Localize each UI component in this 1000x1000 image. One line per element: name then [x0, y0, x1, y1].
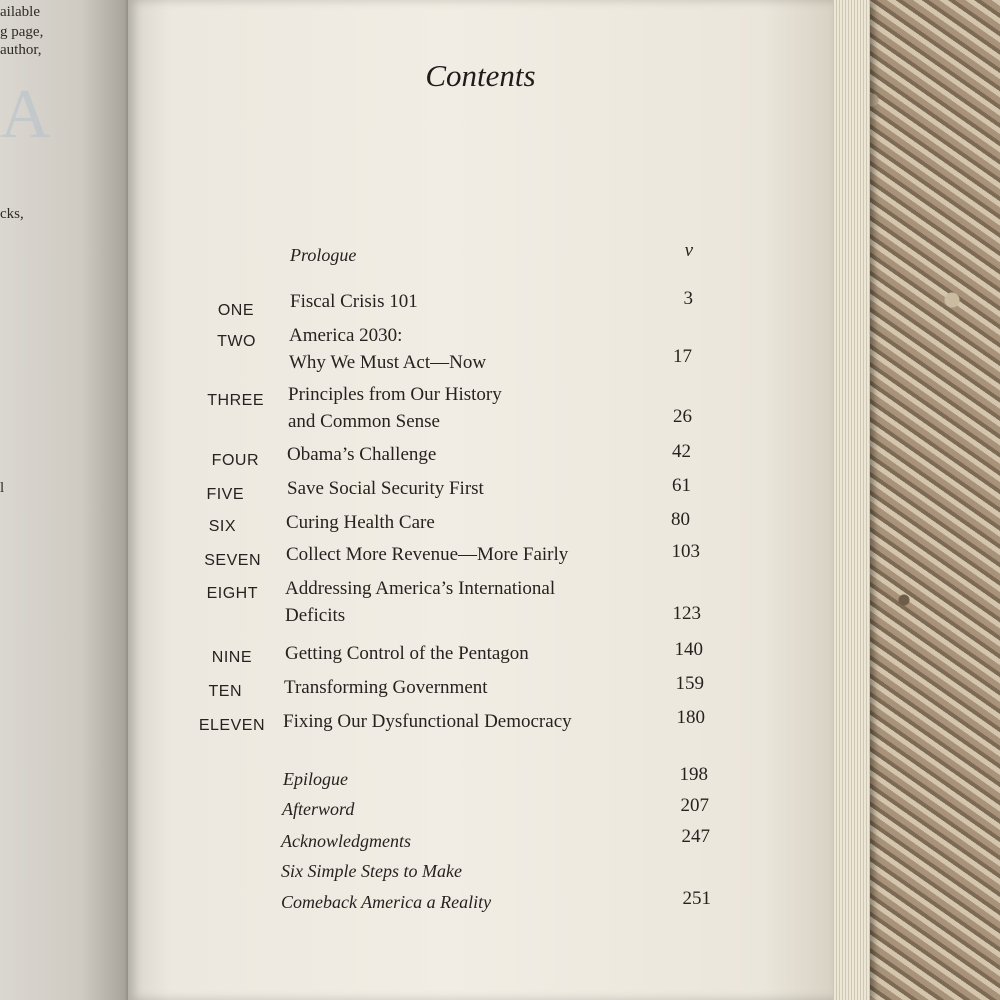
chapter-page: 140 [674, 639, 703, 660]
chapter-page: 26 [673, 406, 692, 427]
chapter-number: EIGHT [206, 585, 258, 602]
chapter-number: TWO [217, 333, 256, 350]
chapter-page: 180 [676, 707, 705, 728]
entry-page: 198 [679, 764, 708, 785]
entry-title: Acknowledgments [281, 831, 411, 851]
chapter-page: 42 [672, 441, 691, 462]
entry-page: 247 [681, 826, 710, 847]
chapter-number: ONE [217, 302, 254, 319]
contents-page [128, 0, 833, 1000]
left-page-text: g page, [0, 24, 44, 40]
chapter-number: ELEVEN [198, 717, 265, 734]
chapter-title: Curing Health Care [286, 512, 435, 533]
chapter-page: 17 [673, 346, 692, 367]
chapter-number: NINE [211, 649, 252, 666]
chapter-title: Transforming Government [284, 677, 488, 698]
chapter-page: 159 [675, 673, 704, 694]
chapter-page: 61 [672, 475, 691, 496]
entry-title: Six Simple Steps to Make Comeback America a Reality [281, 861, 492, 912]
chapter-title: Fiscal Crisis 101 [290, 291, 418, 312]
chapter-title: Fixing Our Dysfunctional Democracy [283, 711, 572, 732]
chapter-page: 80 [671, 509, 690, 530]
bleed-through-letter: A [0, 76, 51, 153]
chapter-number: THREE [207, 392, 264, 409]
entry-page: 207 [680, 795, 709, 816]
entry-page: 251 [682, 888, 711, 909]
entry-title: Prologue [290, 245, 357, 265]
chapter-title: Obama’s Challenge [287, 444, 437, 465]
chapter-number: SIX [208, 518, 236, 535]
chapter-number: FOUR [211, 452, 259, 469]
left-page-text: cks, [0, 206, 24, 222]
left-page-text: l [0, 480, 5, 496]
chapter-number: SEVEN [204, 552, 261, 569]
chapter-title: Save Social Security First [287, 478, 484, 499]
page-stack-edges [828, 0, 870, 1000]
left-page-text: ailable [0, 4, 40, 20]
chapter-number: FIVE [206, 486, 244, 503]
chapter-page: 123 [672, 603, 701, 624]
chapter-title: America 2030: Why We Must Act—Now [289, 325, 487, 373]
chapter-page: 103 [671, 541, 700, 562]
chapter-title: Collect More Revenue—More Fairly [286, 544, 569, 565]
left-page-text: author, [0, 42, 42, 58]
page-title: Contents [425, 58, 536, 93]
chapter-title: Principles from Our History and Common Sense [288, 384, 502, 432]
chapter-number: TEN [208, 683, 242, 700]
entry-title: Afterword [282, 799, 355, 819]
entry-title: Epilogue [283, 769, 348, 789]
entry-page: v [684, 240, 693, 261]
chapter-page: 3 [683, 288, 693, 309]
chapter-title: Getting Control of the Pentagon [285, 643, 529, 664]
chapter-title: Addressing America’s International Deficits [285, 578, 556, 626]
